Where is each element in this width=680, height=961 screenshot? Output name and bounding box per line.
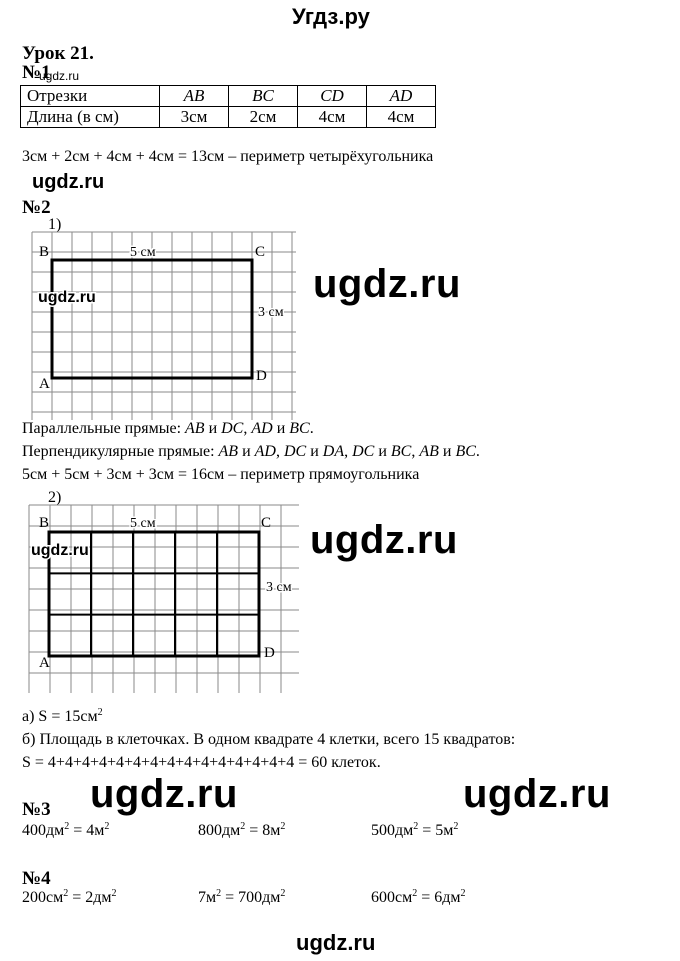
table-cell: 4см (367, 107, 436, 128)
table-row (21, 107, 436, 128)
table-cell: AD (367, 86, 436, 107)
area-sum: S = 4+4+4+4+4+4+4+4+4+4+4+4+4+4+4 = 60 клеток. (22, 754, 381, 771)
vertex-d: D (256, 368, 267, 384)
task4-number: №4 (22, 868, 51, 889)
grid-watermark: ugdz.ru (38, 289, 96, 306)
grid-watermark: ugdz.ru (31, 542, 89, 559)
watermark-big: ugdz.ru (310, 518, 458, 562)
top-length: 5 см (130, 516, 156, 531)
table-cell: BC (229, 86, 298, 107)
table-cell: 2см (229, 107, 298, 128)
watermark-small: ugdz.ru (39, 69, 80, 83)
table-cell: 3см (160, 107, 229, 128)
table-row (21, 86, 436, 107)
task4-item: $7м^2 = 700дм^2$ (198, 888, 286, 906)
area-a: а) $S = 15см^2$ (22, 707, 103, 725)
vertex-b: B (39, 515, 50, 531)
table-cell: Отрезки (21, 86, 160, 107)
vertex-a: A (39, 655, 50, 671)
grid-figure-1 (28, 232, 328, 432)
lesson-title: Урок 21. (22, 43, 94, 64)
vertex-c: C (261, 515, 272, 531)
vertex-d: D (264, 645, 275, 661)
segments-table (20, 85, 436, 128)
side-length: 3 см (266, 580, 292, 595)
task3-item: $400дм^2 = 4м^2$ (22, 821, 110, 839)
task1-number: №1 (22, 62, 51, 83)
vertex-b: B (39, 244, 50, 260)
site-header: Угдз.ру (292, 4, 370, 29)
vertex-c: C (255, 244, 266, 260)
perpendicular-lines: Перпендикулярные прямые: AB и AD, DC и DA, DC и BC, AB и BC. (22, 443, 480, 460)
part2-label: 2) (48, 489, 62, 506)
watermark-big: ugdz.ru (90, 772, 238, 816)
table-cell: AB (160, 86, 229, 107)
parallel-lines: Параллельные прямые: AB и DC, AD и BC. (22, 420, 314, 437)
watermark-big: ugdz.ru (463, 772, 611, 816)
task3-number: №3 (22, 799, 51, 820)
table-cell: 4см (298, 107, 367, 128)
grid-figure-2 (28, 505, 328, 705)
side-length: 3 см (258, 305, 284, 320)
area-b: б) Площадь в клеточках. В одном квадрате 4 клетки, всего 15 квадратов: (22, 731, 516, 748)
part1-label: 1) (48, 216, 62, 233)
task2-number: №2 (22, 197, 51, 218)
perimeter-rect: 5см + 5см + 3см + 3см = 16см – периметр прямоугольника (22, 466, 420, 483)
footer-watermark: ugdz.ru (296, 930, 376, 955)
top-length: 5 см (130, 245, 156, 260)
task4-item: $200см^2 = 2дм^2$ (22, 888, 117, 906)
table-cell: CD (298, 86, 367, 107)
task3-item: $800дм^2 = 8м^2$ (198, 821, 286, 839)
task3-item: $500дм^2 = 5м^2$ (371, 821, 459, 839)
watermark-medium: ugdz.ru (32, 171, 105, 193)
table-cell: Длина (в см) (21, 107, 160, 128)
task1-result: 3см + 2см + 4см + 4см = 13см – периметр четырёхугольника (22, 148, 434, 165)
watermark-big: ugdz.ru (313, 262, 461, 306)
vertex-a: A (39, 376, 50, 392)
task4-item: $600см^2 = 6дм^2$ (371, 888, 466, 906)
